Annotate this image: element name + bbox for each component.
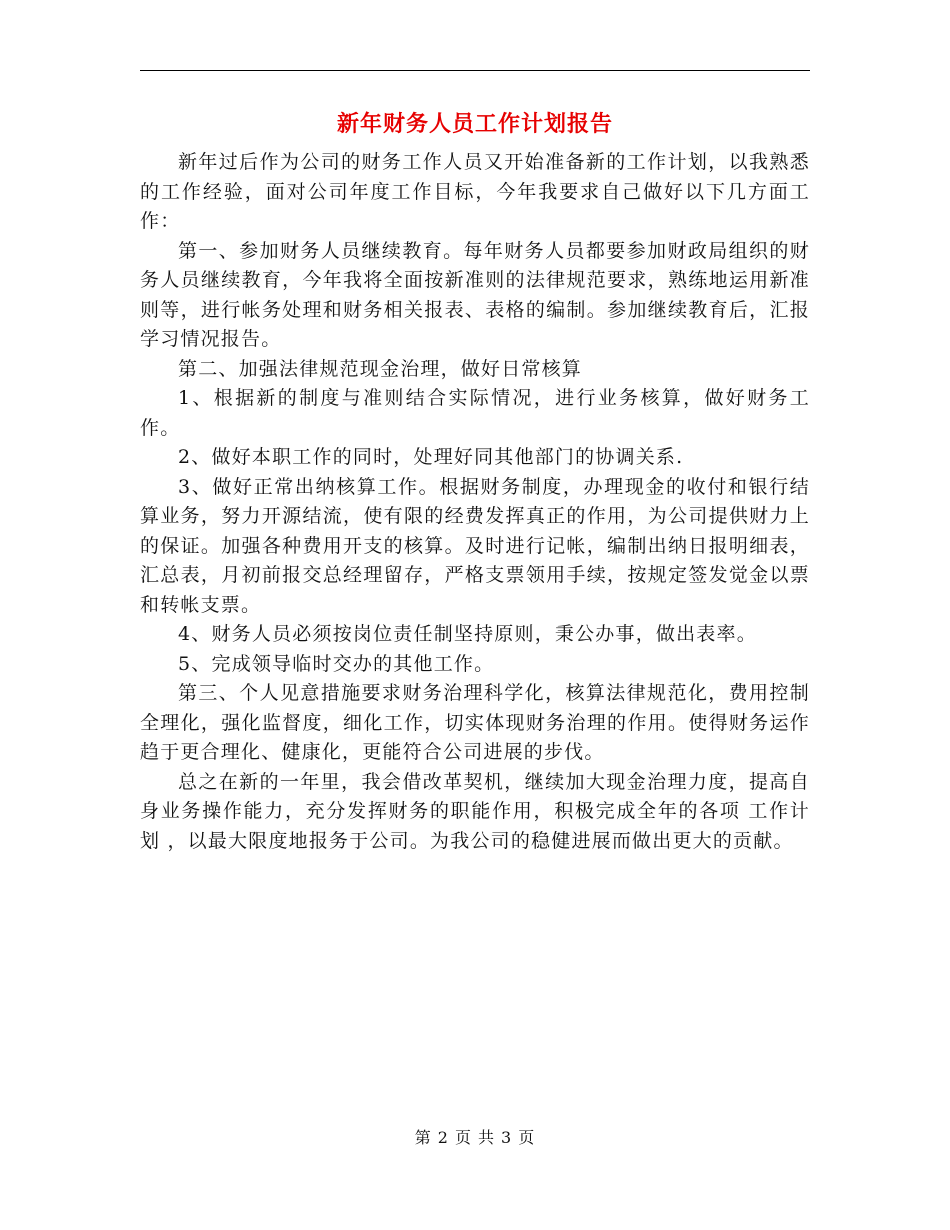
page-footer [0, 1126, 950, 1150]
paragraph-item-2: 2、做好本职工作的同时，处理好同其他部门的协调关系. [178, 446, 684, 468]
paragraph-item-4: 4、财务人员必须按岗位责任制坚持原则，秉公办事，做出表率。 [178, 623, 757, 645]
paragraph-item-5: 5、完成领导临时交办的其他工作。 [178, 652, 495, 675]
footer-suffix: 页 [518, 1128, 536, 1147]
footer-prefix: 第 [414, 1128, 432, 1147]
document-title: 新年财务人员工作计划报告 [336, 111, 613, 137]
paragraph-first: 第一、参加财务人员继续教育。每年财务人员都要参加财政局组织的财务人员继续教育，今年我将全面按新准则的法律规范要求，熟练地运用新准则等，进行帐务处理和财务相关报表、表格的编制。参加继续教育后，汇报学习情况报告。 [140, 239, 810, 350]
paragraph-item-1: 1、根据新的制度与准则结合实际情况，进行业务核算，做好财务工作。 [140, 387, 810, 439]
footer-current-page: 2 [437, 1128, 449, 1147]
paragraph-third: 第三、个人见意措施要求财务治理科学化，核算法律规范化，费用控制全理化，强化监督度，细化工作，切实体现财务治理的作用。使得财务运作趋于更合理化、健康化，更能符合公司进展的步伐。 [140, 682, 810, 763]
header-rule [140, 70, 810, 71]
footer-total-pages: 3 [501, 1128, 513, 1147]
paragraph-second-heading: 第二、加强法律规范现金治理，做好日常核算 [178, 357, 583, 380]
paragraph-item-3: 3、做好正常出纳核算工作。根据财务制度，办理现金的收付和银行结算业务，努力开源结流，使有限的经费发挥真正的作用，为公司提供财力上的保证。加强各种费用开支的核算。及时进行记帐，编制出纳日报明细表，汇总表，月初前报交总经理留存，严格支票领用手续，按规定签发觉金以票和转帐支票。 [140, 475, 810, 616]
footer-total-word: 共 [478, 1128, 496, 1147]
paragraph-conclusion: 总之在新的一年里，我会借改革契机，继续加大现金治理力度，提高自身业务操作能力，充分发挥财务的职能作用，积极完成全年的各项 工作计划 ，以最大限度地报务于公司。为我公司的稳健进展而做出更大的贡献。 [140, 770, 810, 852]
paragraph-intro: 新年过后作为公司的财务工作人员又开始准备新的工作计划，以我熟悉的工作经验，面对公司年度工作目标，今年我要求自己做好以下几方面工作： [140, 151, 810, 232]
footer-page-word: 页 [454, 1128, 472, 1147]
document-body [140, 148, 810, 856]
